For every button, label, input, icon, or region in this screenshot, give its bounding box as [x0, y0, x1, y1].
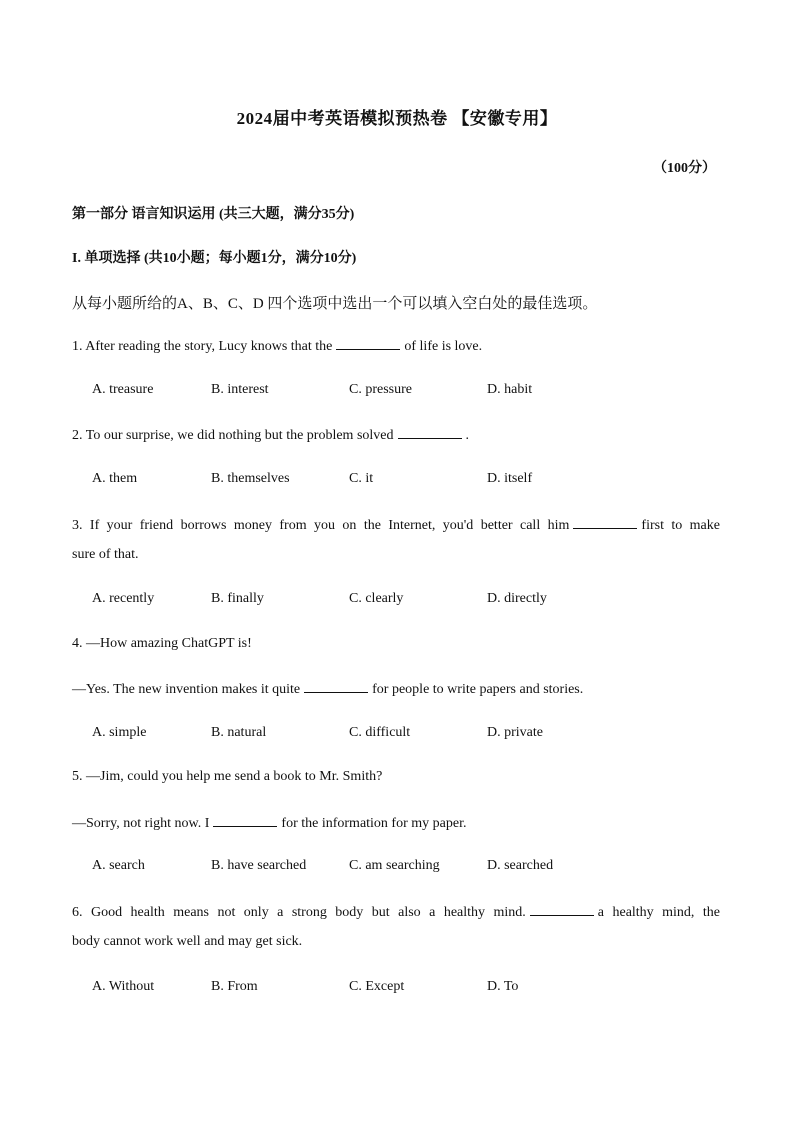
question-5-stem: [72, 814, 466, 832]
option-c: C. it: [349, 471, 374, 486]
option-a: A. them: [92, 471, 138, 486]
section-heading: I. 单项选择 (共10小题；每小题1分，满分10分): [72, 251, 357, 266]
option-c: C. am searching: [349, 858, 440, 873]
option-b: B. From: [211, 979, 258, 994]
stem-text: .: [465, 428, 470, 443]
option-a: A. recently: [92, 591, 155, 606]
exam-title: 2024届中考英语模拟预热卷 【安徽专用】: [236, 109, 558, 128]
question-5-line1: 5. —Jim, could you help me send a book to Mr. Smith?: [72, 769, 383, 784]
stem-text: —Yes. The new invention makes it quite: [72, 682, 301, 697]
option-b: B. have searched: [211, 858, 307, 873]
stem-text: 2. To our surprise, we did nothing but the problem solved: [72, 428, 394, 443]
stem-text: 6. Good health means not only a strong body but also a healthy mind.: [72, 905, 526, 920]
question-4-stem: [72, 680, 583, 698]
answer-blank: [530, 903, 594, 916]
option-d: D. itself: [487, 471, 533, 486]
question-1-stem: [72, 337, 482, 355]
question-3-stem-continued: sure of that.: [72, 547, 139, 562]
stem-text: first to make: [641, 518, 720, 533]
option-a: A. search: [92, 858, 145, 873]
option-c: C. pressure: [349, 382, 412, 397]
stem-text: for people to write papers and stories.: [372, 682, 584, 697]
question-6-stem-continued: body cannot work well and may get sick.: [72, 934, 303, 949]
stem-text: —Sorry, not right now. I: [72, 816, 210, 831]
instruction-text: 从每小题所给的A、B、C、D 四个选项中选出一个可以填入空白处的最佳选项。: [72, 296, 598, 312]
option-c: C. Except: [349, 979, 405, 994]
option-b: B. finally: [211, 591, 264, 606]
option-c: C. clearly: [349, 591, 404, 606]
option-d: D. private: [487, 725, 543, 740]
stem-text: a healthy mind, the: [597, 905, 721, 920]
stem-text: 1. After reading the story, Lucy knows that the: [72, 339, 333, 354]
answer-blank: [573, 516, 637, 529]
answer-blank: [304, 680, 368, 693]
option-a: A. treasure: [92, 382, 154, 397]
answer-blank: [213, 814, 277, 827]
part-heading: 第一部分 语言知识运用 (共三大题，满分35分): [72, 207, 355, 222]
option-d: D. habit: [487, 382, 533, 397]
option-d: D. To: [487, 979, 519, 994]
option-b: B. natural: [211, 725, 267, 740]
option-a: A. simple: [92, 725, 147, 740]
answer-blank: [336, 337, 400, 350]
option-a: A. Without: [92, 979, 155, 994]
option-c: C. difficult: [349, 725, 411, 740]
option-d: D. directly: [487, 591, 547, 606]
stem-text: for the information for my paper.: [281, 816, 467, 831]
stem-text: 3. If your friend borrows money from you on the Internet, you'd better call him: [72, 518, 570, 533]
question-2-stem: [72, 426, 469, 444]
option-d: D. searched: [487, 858, 554, 873]
question-6-stem: [72, 903, 720, 921]
total-score: （100分）: [653, 161, 716, 176]
answer-blank: [398, 426, 462, 439]
option-b: B. themselves: [211, 471, 290, 486]
question-3-stem: [72, 516, 720, 534]
stem-text: of life is love.: [404, 339, 483, 354]
option-b: B. interest: [211, 382, 269, 397]
question-4-line1: 4. —How amazing ChatGPT is!: [72, 636, 252, 651]
